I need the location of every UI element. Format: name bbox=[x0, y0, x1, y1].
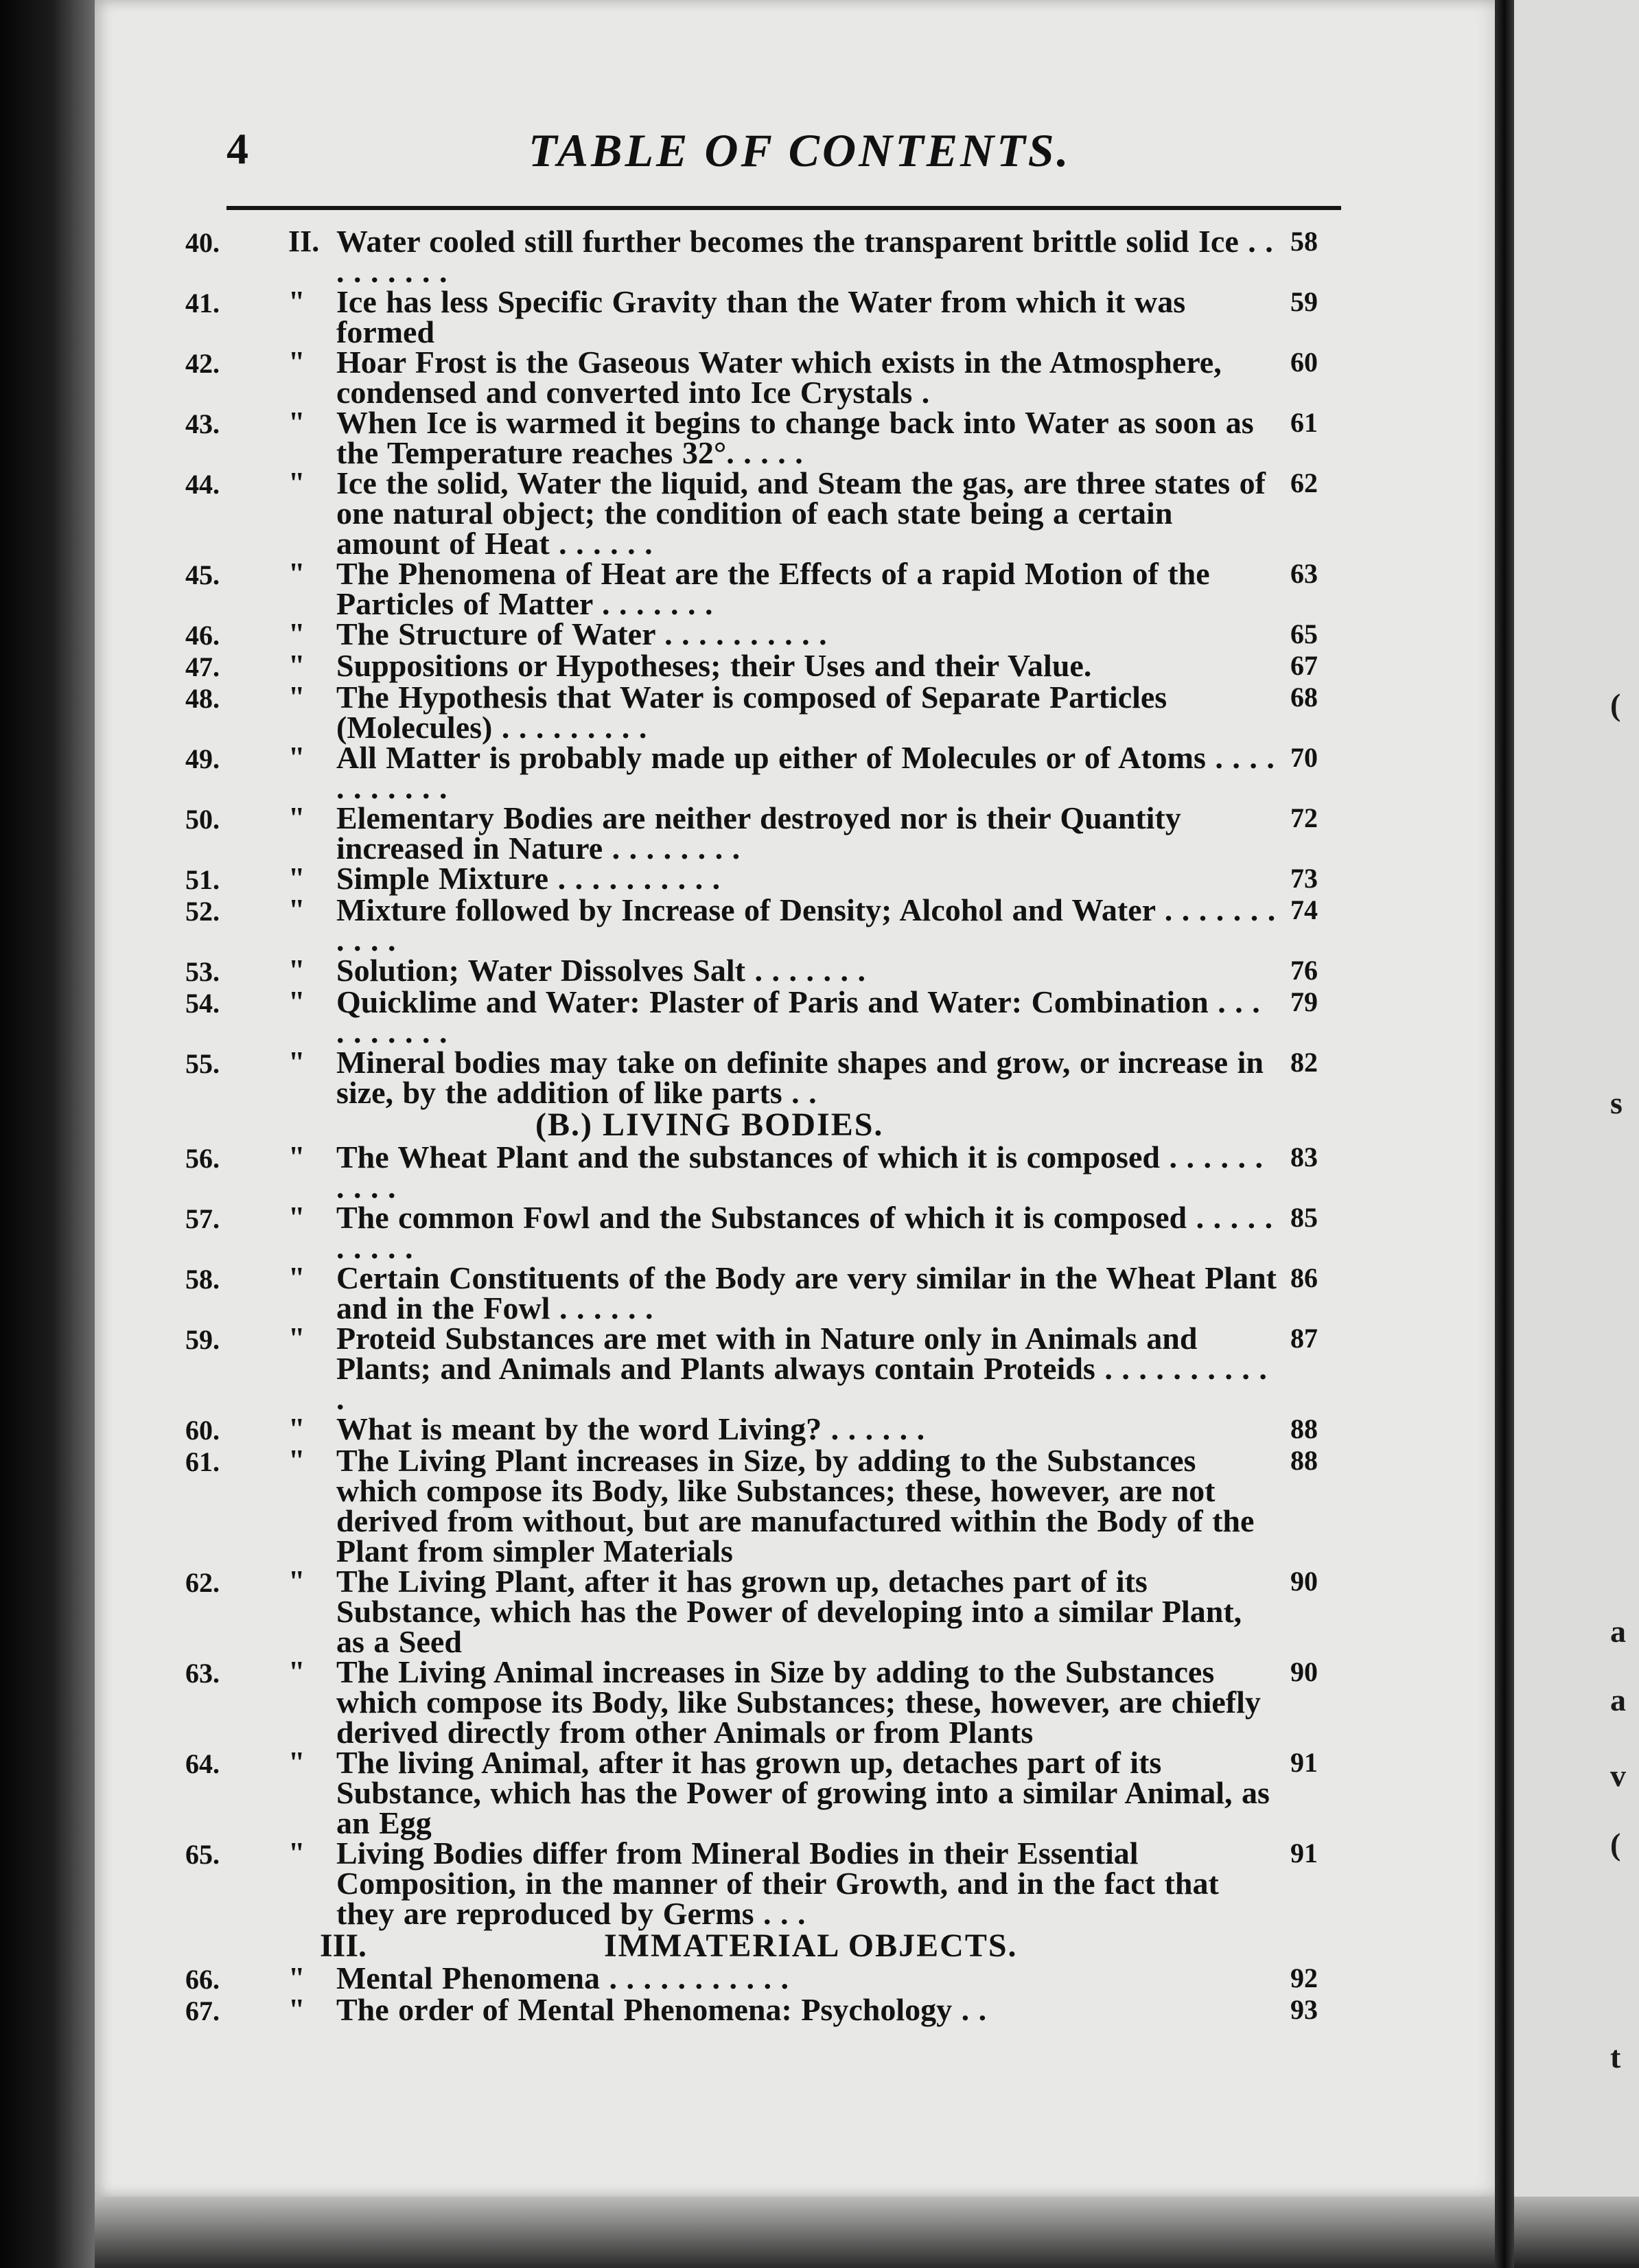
entry-title: Mineral bodies may take on definite shapes and grow, or increase in size, by the addition of like parts . . bbox=[336, 1045, 1264, 1110]
toc-entry bbox=[185, 284, 1352, 349]
scan-left-border bbox=[0, 0, 95, 2268]
entry-number: 41. bbox=[185, 288, 220, 319]
entry-title: All Matter is probably made up either of Molecules or of Atoms . . . . . . . . . . . bbox=[336, 740, 1275, 805]
entry-title: The Phenomena of Heat are the Effects of a rapid Motion of the Particles of Matter . . . . . . . bbox=[336, 556, 1210, 621]
entry-number: 42. bbox=[185, 348, 220, 379]
entry-number: 67. bbox=[185, 1995, 220, 2026]
entry-title: Elementary Bodies are neither destroyed nor is their Quantity increased in Nature . . . . . . . . bbox=[336, 800, 1181, 866]
entry-page: 91 bbox=[1290, 1747, 1318, 1778]
entry-number: 62. bbox=[185, 1567, 220, 1598]
entry-title: The common Fowl and the Substances of which it is composed . . . . . . . . . . bbox=[336, 1200, 1273, 1265]
toc-entry bbox=[185, 1323, 1352, 1414]
entry-page: 76 bbox=[1290, 955, 1318, 986]
entry-title: When Ice is warmed it begins to change back into Water as soon as the Temperature reaches 32°. . . . . bbox=[336, 405, 1254, 470]
entry-number: 57. bbox=[185, 1203, 220, 1234]
toc-entry bbox=[185, 740, 1352, 805]
entry-marker: " bbox=[288, 1140, 305, 1174]
facing-page-glyph: a bbox=[1610, 1614, 1626, 1649]
toc-entry bbox=[185, 984, 1352, 1050]
toc-entry bbox=[185, 465, 1352, 561]
toc-entry bbox=[185, 347, 1352, 408]
entry-marker: " bbox=[288, 557, 305, 590]
entry-number: 61. bbox=[185, 1446, 220, 1477]
entry-marker: " bbox=[288, 1961, 305, 1995]
entry-page: 86 bbox=[1290, 1262, 1318, 1293]
entry-page: 59 bbox=[1290, 286, 1318, 317]
entry-page: 70 bbox=[1290, 742, 1318, 773]
entry-title: Suppositions or Hypotheses; their Uses and their Value. bbox=[336, 648, 1092, 683]
entry-marker: " bbox=[288, 801, 305, 835]
entry-page: 74 bbox=[1290, 894, 1318, 925]
entry-number: 47. bbox=[185, 651, 220, 682]
entry-number: 43. bbox=[185, 408, 220, 439]
entry-page: 85 bbox=[1290, 1202, 1318, 1233]
entry-page: 90 bbox=[1290, 1656, 1318, 1687]
entry-number: 52. bbox=[185, 896, 220, 927]
page-header bbox=[226, 124, 1338, 199]
entry-page: 65 bbox=[1290, 618, 1318, 649]
toc-entry bbox=[185, 405, 1352, 470]
entry-title: The Structure of Water . . . . . . . . . . bbox=[336, 616, 827, 651]
toc-entry bbox=[185, 224, 1352, 289]
entry-marker: " bbox=[288, 985, 305, 1019]
entry-marker: " bbox=[288, 741, 305, 774]
facing-page-glyph: v bbox=[1610, 1758, 1626, 1793]
entry-page: 63 bbox=[1290, 558, 1318, 589]
entry-marker: II. bbox=[288, 224, 320, 258]
entry-page: 93 bbox=[1290, 1994, 1318, 2025]
entry-title: What is meant by the word Living? . . . . . . bbox=[336, 1411, 925, 1446]
entry-marker: " bbox=[288, 1444, 305, 1477]
toc-entry bbox=[185, 1411, 1352, 1446]
facing-page-bottom-shadow bbox=[1514, 2197, 1639, 2268]
entry-number: 53. bbox=[185, 956, 220, 987]
entry-page: 90 bbox=[1290, 1566, 1318, 1597]
facing-page-glyph: s bbox=[1610, 1085, 1623, 1120]
page-number: 4 bbox=[226, 124, 248, 173]
toc-entry bbox=[185, 682, 1352, 743]
entry-marker: " bbox=[288, 1836, 305, 1870]
entry-title: Water cooled still further becomes the transparent brittle solid Ice . . . . . . . . . bbox=[336, 224, 1273, 289]
entry-page: 92 bbox=[1290, 1963, 1318, 1993]
toc-entry bbox=[185, 1045, 1352, 1110]
entry-title: The Wheat Plant and the substances of which it is composed . . . . . . . . . . bbox=[336, 1139, 1263, 1205]
page-bottom-shadow bbox=[95, 2197, 1503, 2268]
entry-title: Simple Mixture . . . . . . . . . . bbox=[336, 861, 721, 896]
entry-number: 49. bbox=[185, 743, 220, 774]
toc-group-living bbox=[185, 1139, 1352, 1931]
entry-marker: " bbox=[288, 1993, 305, 2026]
entry-number: 66. bbox=[185, 1964, 220, 1995]
entry-title: Quicklime and Water: Plaster of Paris and Water: Combination . . . . . . . . . . bbox=[336, 984, 1260, 1050]
entry-title: Proteid Substances are met with in Nature only in Animals and Plants; and Animals and Plants always contain Proteids . . . . . . . . . . . bbox=[336, 1321, 1267, 1416]
entry-marker: " bbox=[288, 1655, 305, 1689]
entry-marker: " bbox=[288, 617, 305, 651]
table-of-contents bbox=[185, 224, 1352, 2027]
facing-page-glyph: t bbox=[1610, 2039, 1621, 2074]
toc-group-immaterial bbox=[185, 1960, 1352, 2027]
facing-page-glyph: ( bbox=[1610, 687, 1621, 722]
entry-number: 58. bbox=[185, 1264, 220, 1295]
entry-marker: " bbox=[288, 1412, 305, 1446]
entry-number: 55. bbox=[185, 1048, 220, 1079]
entry-number: 63. bbox=[185, 1658, 220, 1689]
entry-number: 48. bbox=[185, 683, 220, 714]
toc-entry bbox=[185, 892, 1352, 958]
entry-title: Mental Phenomena . . . . . . . . . . . bbox=[336, 1960, 789, 1995]
entry-title: Ice the solid, Water the liquid, and Steam the gas, are three states of one natural object; the condition of each state being a certain amount of Heat . . . . . . bbox=[336, 465, 1266, 561]
section-heading-living-bodies bbox=[185, 1108, 1352, 1142]
entry-marker: " bbox=[288, 893, 305, 927]
entry-marker: " bbox=[288, 345, 305, 379]
entry-title: The order of Mental Phenomena: Psychology . . bbox=[336, 1992, 987, 2027]
entry-marker: " bbox=[288, 953, 305, 987]
entry-title: The Living Animal increases in Size by adding to the Substances which compose its Body, like Substances; these, however, are chiefly derived directly from other Animals or from Plants bbox=[336, 1654, 1261, 1750]
entry-title: The Living Plant, after it has grown up, detaches part of its Substance, which has the Power of developing into a similar Plant, as a Seed bbox=[336, 1564, 1242, 1659]
toc-entry bbox=[185, 1200, 1352, 1265]
entry-number: 45. bbox=[185, 559, 220, 590]
entry-page: 67 bbox=[1290, 650, 1318, 681]
entry-marker: " bbox=[288, 1564, 305, 1598]
toc-entry bbox=[185, 1443, 1352, 1569]
entry-number: 59. bbox=[185, 1324, 220, 1355]
entry-title: The living Animal, after it has grown up, detaches part of its Substance, which has the Power of growing into a similar Animal, as an Egg bbox=[336, 1745, 1270, 1840]
entry-title: Mixture followed by Increase of Density; Alcohol and Water . . . . . . . . . . . bbox=[336, 892, 1276, 958]
section-heading-immaterial bbox=[185, 1929, 1352, 1963]
toc-entry bbox=[185, 1260, 1352, 1326]
entry-number: 65. bbox=[185, 1839, 220, 1870]
entry-marker: " bbox=[288, 861, 305, 895]
entry-marker: " bbox=[288, 1261, 305, 1295]
entry-page: 79 bbox=[1290, 986, 1318, 1017]
entry-title: The Hypothesis that Water is composed of Separate Particles (Molecules) . . . . . . . . . bbox=[336, 680, 1167, 745]
entry-page: 87 bbox=[1290, 1323, 1318, 1354]
toc-entry bbox=[185, 556, 1352, 621]
toc-entry bbox=[185, 1139, 1352, 1205]
entry-number: 40. bbox=[185, 227, 220, 258]
toc-entry bbox=[185, 1960, 1352, 1995]
entry-page: 88 bbox=[1290, 1445, 1318, 1476]
toc-entry bbox=[185, 616, 1352, 651]
entry-marker: " bbox=[288, 1201, 305, 1234]
entry-page: 60 bbox=[1290, 347, 1318, 378]
entry-page: 91 bbox=[1290, 1838, 1318, 1868]
entry-page: 82 bbox=[1290, 1047, 1318, 1078]
toc-entry bbox=[185, 1992, 1352, 2027]
toc-entry bbox=[185, 648, 1352, 683]
entry-title: Certain Constituents of the Body are very similar in the Wheat Plant and in the Fowl . . . . . . bbox=[336, 1260, 1277, 1326]
entry-number: 56. bbox=[185, 1143, 220, 1174]
entry-title: Ice has less Specific Gravity than the Water from which it was formed bbox=[336, 284, 1186, 349]
toc-entry bbox=[185, 1654, 1352, 1750]
entry-number: 46. bbox=[185, 620, 220, 651]
toc-entry bbox=[185, 1838, 1352, 1929]
entry-page: 58 bbox=[1290, 226, 1318, 257]
entry-number: 50. bbox=[185, 804, 220, 835]
entry-title: Solution; Water Dissolves Salt . . . . . . . bbox=[336, 953, 865, 988]
entry-page: 72 bbox=[1290, 802, 1318, 833]
entry-number: 64. bbox=[185, 1748, 220, 1779]
entry-page: 62 bbox=[1290, 467, 1318, 498]
entry-marker: " bbox=[288, 1045, 305, 1079]
entry-page: 83 bbox=[1290, 1142, 1318, 1172]
entry-title: Hoar Frost is the Gaseous Water which exists in the Atmosphere, condensed and converted into Ice Crystals . bbox=[336, 345, 1222, 410]
entry-marker: " bbox=[288, 1746, 305, 1779]
facing-page-glyph: ( bbox=[1610, 1827, 1621, 1862]
entry-marker: " bbox=[288, 680, 305, 714]
toc-entry bbox=[185, 953, 1352, 988]
toc-group-mineral bbox=[185, 224, 1352, 1110]
entry-page: 68 bbox=[1290, 682, 1318, 713]
entry-number: 60. bbox=[185, 1415, 220, 1446]
entry-marker: " bbox=[288, 406, 305, 439]
book-gutter bbox=[1495, 0, 1514, 2268]
running-title: TABLE OF CONTENTS. bbox=[528, 124, 1071, 176]
toc-entry bbox=[185, 861, 1352, 896]
entry-marker: " bbox=[288, 649, 305, 682]
entry-marker: " bbox=[288, 285, 305, 319]
toc-entry bbox=[185, 1566, 1352, 1657]
section-roman-numeral: III. bbox=[320, 1928, 367, 1964]
entry-number: 54. bbox=[185, 988, 220, 1019]
entry-title: The Living Plant increases in Size, by adding to the Substances which compose its Body, like Substances; these, however, are not derived from without, but are manufactured within the Body of the Plant from simpler Materials bbox=[336, 1443, 1255, 1569]
entry-number: 44. bbox=[185, 469, 220, 500]
header-rule bbox=[226, 206, 1341, 210]
facing-page-edge bbox=[1514, 0, 1639, 2268]
section-title: (B.) LIVING BODIES. bbox=[535, 1107, 884, 1143]
toc-entry bbox=[185, 800, 1352, 866]
entry-marker: " bbox=[288, 466, 305, 500]
toc-entry bbox=[185, 1745, 1352, 1840]
entry-title: Living Bodies differ from Mineral Bodies in their Essential Composition, in the manner of their Growth, and in the fact that they are reproduced by Germs . . . bbox=[336, 1836, 1219, 1931]
entry-marker: " bbox=[288, 1321, 305, 1355]
entry-page: 73 bbox=[1290, 863, 1318, 894]
entry-page: 61 bbox=[1290, 407, 1318, 438]
entry-page: 88 bbox=[1290, 1413, 1318, 1444]
entry-number: 51. bbox=[185, 864, 220, 895]
section-title: IMMATERIAL OBJECTS. bbox=[604, 1928, 1018, 1964]
facing-page-glyph: a bbox=[1610, 1682, 1626, 1717]
